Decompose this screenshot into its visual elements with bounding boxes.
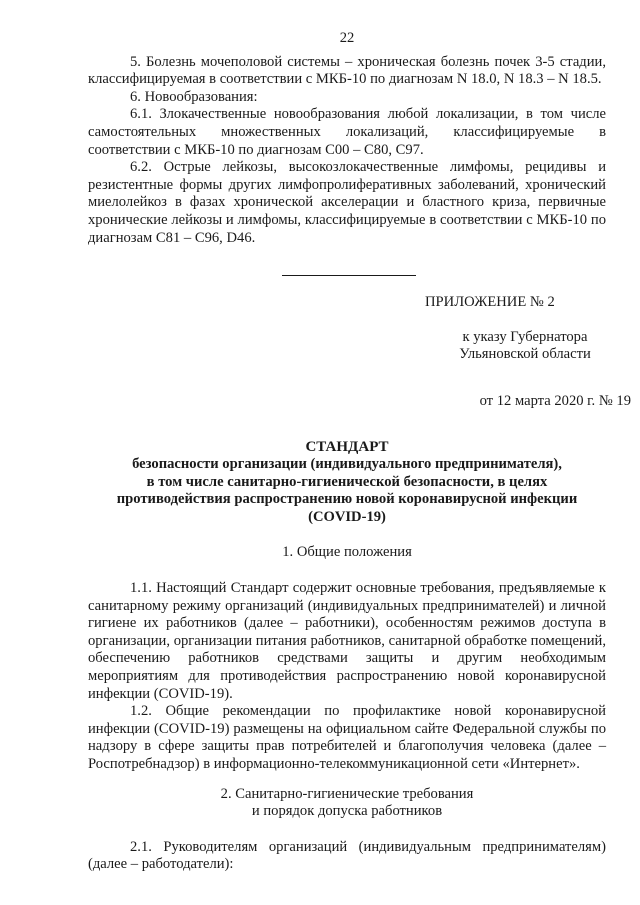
appendix-decree-block (425, 329, 625, 364)
appendix-decree-line: к указу Губернатора (462, 328, 588, 345)
paragraph-neoplasms: 6. Новообразования: (130, 88, 258, 105)
paragraph-6-1: 6.1. Злокачественные новообразования любой локализации, в том числе самостоятельных множественных локализаций, классифицируемые в соответствии с МКБ-10 по диагнозам С00 – С80, С97. (88, 106, 606, 158)
paragraph-1-2: 1.2. Общие рекомендации по профилактике новой коронавирусной инфекции (COVID-19) размещены на официальном сайте Федеральной службы по надзору в сфере защиты прав потребителей и благополучия человека (далее – Роспотребнадзор) в информационно-телекоммуникационной сети «Интернет». (88, 703, 606, 772)
section-2-title (88, 786, 606, 821)
standard-subtitle-line-3: противодействия распространению новой коронавирусной инфекции (116, 491, 578, 508)
section-2-title-line-1: 2. Санитарно-гигиенические требования (220, 785, 474, 802)
appendix-region-line: Ульяновской области (459, 346, 591, 363)
paragraph-kidney-disease: 5. Болезнь мочеполовой системы – хроническая болезнь почек 3-5 стадии, классифицируемая в соответствии с МКБ-10 по диагнозам N 18.0, N 18.3 – N 18.5. (88, 53, 606, 88)
appendix-date: от 12 марта 2020 г. № 19 (479, 392, 631, 409)
standard-subtitle-line-1: безопасности организации (индивидуального предпринимателя), (132, 456, 562, 473)
appendix-header (425, 294, 606, 364)
standard-subtitle-line-4: (COVID-19) (308, 508, 386, 525)
paragraph-2-1: 2.1. Руководителям организаций (индивидуальным предпринимателям) (далее – работодатели): (88, 838, 606, 873)
paragraph-1-1: 1.1. Настоящий Стандарт содержит основные требования, предъявляемые к санитарному режиму организаций (индивидуальных предпринимателей) и личной гигиене их работников (далее – работники), особенностям режимов доступа в организации, организации питания работников, санитарной обработке помещений, обеспечению работников средствами защиты и другим необходимым мероприятиям для противодействия распространению новой коронавирусной инфекции (COVID-19). (88, 580, 606, 702)
paragraph-6-2: 6.2. Острые лейкозы, высокозлокачественные лимфомы, рецидивы и резистентные формы других лимфопролиферативных заболеваний, хронический миелолейкоз в фазах хронической акселерации и бластного криза, первичные хронические лейкозы и лимфомы, классифицируемые в соответствии с МКБ-10 по диагнозам С81 – С96, D46. (88, 159, 606, 246)
section-2-title-line-2: и порядок допуска работников (251, 803, 443, 820)
standard-title: СТАНДАРТ (305, 438, 389, 455)
page-number: 22 (339, 30, 355, 46)
standard-subtitle-line-2: в том числе санитарно-гигиенической безопасности, в целях (146, 473, 548, 490)
separator-line (282, 275, 416, 276)
section-1-title: 1. Общие положения (282, 544, 412, 561)
appendix-title: ПРИЛОЖЕНИЕ № 2 (425, 294, 555, 311)
